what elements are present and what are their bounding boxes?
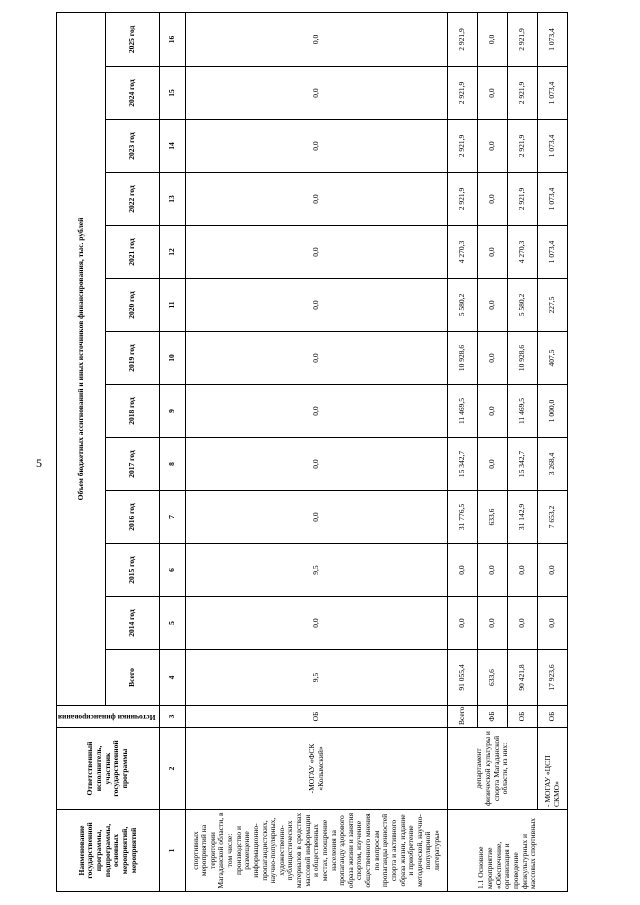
cell-value: 0,0	[478, 120, 508, 173]
cell-value: 0,0	[478, 332, 508, 385]
cell-value: 0,0	[186, 67, 448, 120]
col-number: 11	[160, 279, 186, 332]
cell-value: 1 073,4	[538, 173, 568, 226]
funding-table	[56, 12, 568, 892]
table-row	[448, 12, 478, 891]
cell-value: 9,5	[186, 544, 448, 597]
cell-value: 0,0	[186, 438, 448, 491]
header-year: 2024 год	[105, 67, 159, 120]
cell-value: 2 921,9	[508, 67, 538, 120]
cell-value: 0,0	[186, 279, 448, 332]
cell-value: 31 776,5	[448, 491, 478, 544]
cell-value: 0,0	[186, 491, 448, 544]
cell-value: 0,0	[508, 544, 538, 597]
cell-value: 1 073,4	[538, 226, 568, 279]
cell-value: 0,0	[448, 544, 478, 597]
cell-value: 1 000,0	[538, 385, 568, 438]
cell-value: 633,6	[478, 491, 508, 544]
header-source	[57, 706, 160, 728]
cell-value: 10 928,6	[508, 332, 538, 385]
cell-value: 0,0	[478, 67, 508, 120]
cell-value: 2 921,9	[508, 173, 538, 226]
cell-value: 0,0	[538, 544, 568, 597]
header-year: 2016 год	[105, 491, 159, 544]
cell-total: 9,5	[186, 650, 448, 706]
cell-value: 15 342,7	[448, 438, 478, 491]
cell-value: 227,5	[538, 279, 568, 332]
col-number: 8	[160, 438, 186, 491]
header-total: Всего	[105, 650, 159, 706]
col-number: 12	[160, 226, 186, 279]
row-source: Всего	[448, 706, 478, 728]
row-responsible: департамент физической культуры и спорта Магаданской области, из них:	[448, 728, 538, 810]
cell-value: 0,0	[186, 173, 448, 226]
col-number: 7	[160, 491, 186, 544]
header-funding: Объем бюджетных ассигнований и иных источников финансирования, тыс. рублей	[57, 12, 106, 705]
col-number: 1	[160, 810, 186, 892]
header-year: 2018 год	[105, 385, 159, 438]
row-name: 1.1 Основное мероприятие «Обеспечение, организация и проведение физкультурных и массовых спортивных	[448, 810, 568, 892]
cell-value: 0,0	[186, 120, 448, 173]
cell-value: 1 073,4	[538, 120, 568, 173]
header-year: 2017 год	[105, 438, 159, 491]
cell-value: 5 580,2	[448, 279, 478, 332]
cell-value: 0,0	[478, 12, 508, 66]
cell-value: 0,0	[478, 226, 508, 279]
cell-value: 1 073,4	[538, 12, 568, 66]
cell-value: 0,0	[186, 597, 448, 650]
col-number: 6	[160, 544, 186, 597]
header-year: 2022 год	[105, 173, 159, 226]
col-number: 16	[160, 12, 186, 66]
cell-value: 10 928,6	[448, 332, 478, 385]
cell-value: 3 268,4	[538, 438, 568, 491]
cell-value: 2 921,9	[448, 12, 478, 66]
cell-value: 0,0	[448, 597, 478, 650]
cell-value: 11 469,5	[448, 385, 478, 438]
header-year: 2020 год	[105, 279, 159, 332]
cell-total: 90 421,8	[508, 650, 538, 706]
cell-value: 2 921,9	[448, 173, 478, 226]
col-number: 13	[160, 173, 186, 226]
col-number: 3	[160, 706, 186, 728]
cell-value: 0,0	[186, 12, 448, 66]
cell-value: 5 580,2	[508, 279, 538, 332]
table-row	[186, 12, 448, 891]
cell-value: 4 270,3	[448, 226, 478, 279]
col-number: 5	[160, 597, 186, 650]
col-number: 4	[160, 650, 186, 706]
cell-value: 0,0	[478, 173, 508, 226]
row-source: ФБ	[478, 706, 508, 728]
col-number: 10	[160, 332, 186, 385]
cell-value: 2 921,9	[508, 12, 538, 66]
header-year: 2025 год	[105, 12, 159, 66]
row-responsible: - МОГАУ «ЦСП СКМО»	[538, 728, 568, 810]
cell-value: 0,0	[478, 544, 508, 597]
cell-value: 0,0	[538, 597, 568, 650]
cell-value: 0,0	[478, 385, 508, 438]
cell-value: 0,0	[478, 279, 508, 332]
cell-value: 2 921,9	[448, 120, 478, 173]
cell-value: 31 142,9	[508, 491, 538, 544]
cell-value: 4 270,3	[508, 226, 538, 279]
header-name: Наименование государственной программы, подпрограммы, основных мероприятий, мероприятий	[57, 810, 160, 892]
col-number: 2	[160, 728, 186, 810]
cell-value: 0,0	[186, 226, 448, 279]
header-year: 2019 год	[105, 332, 159, 385]
row-responsible: -МОГАУ «ФСК «Колымский»	[186, 728, 448, 810]
header-source-text: Источники финансирования	[58, 712, 156, 722]
header-year: 2014 год	[105, 597, 159, 650]
cell-value: 1 073,4	[538, 67, 568, 120]
cell-value: 15 342,7	[508, 438, 538, 491]
col-number: 14	[160, 120, 186, 173]
cell-value: 2 921,9	[448, 67, 478, 120]
cell-total: 91 055,4	[448, 650, 478, 706]
row-name: спортивных мероприятий на территории Магаданской области, в том числе: производство и размещение информационно-пропагандистских, научно-популярных, художественно-публицистических материалов в средствах массовой информации и общественных местах, поощрение населения за пропаганду здорового образа жизни и занятия спортом, изучение общественного мнения по вопросам пропаганды ценностей спорта и активного образа жизни, издание и приобретение методической, научно-популярной литературы»	[186, 810, 448, 892]
cell-total: 633,6	[478, 650, 508, 706]
cell-value: 0,0	[186, 385, 448, 438]
cell-value: 407,5	[538, 332, 568, 385]
cell-total: 17 923,6	[538, 650, 568, 706]
cell-value: 0,0	[186, 332, 448, 385]
col-number: 15	[160, 67, 186, 120]
header-year: 2021 год	[105, 226, 159, 279]
header-year: 2015 год	[105, 544, 159, 597]
row-source: ОБ	[186, 706, 448, 728]
rotated-page	[56, 12, 616, 892]
row-source: ОБ	[508, 706, 538, 728]
table-row	[538, 12, 568, 891]
header-year: 2023 год	[105, 120, 159, 173]
cell-value: 7 653,2	[538, 491, 568, 544]
cell-value: 0,0	[508, 597, 538, 650]
cell-value: 0,0	[478, 438, 508, 491]
page-number: 5	[36, 456, 42, 470]
col-number: 9	[160, 385, 186, 438]
cell-value: 2 921,9	[508, 120, 538, 173]
header-responsible: Ответственный исполнитель, участник государственной программы	[57, 728, 160, 810]
cell-value: 11 469,5	[508, 385, 538, 438]
cell-value: 0,0	[478, 597, 508, 650]
column-numbers-row	[160, 12, 186, 891]
row-source: ОБ	[538, 706, 568, 728]
